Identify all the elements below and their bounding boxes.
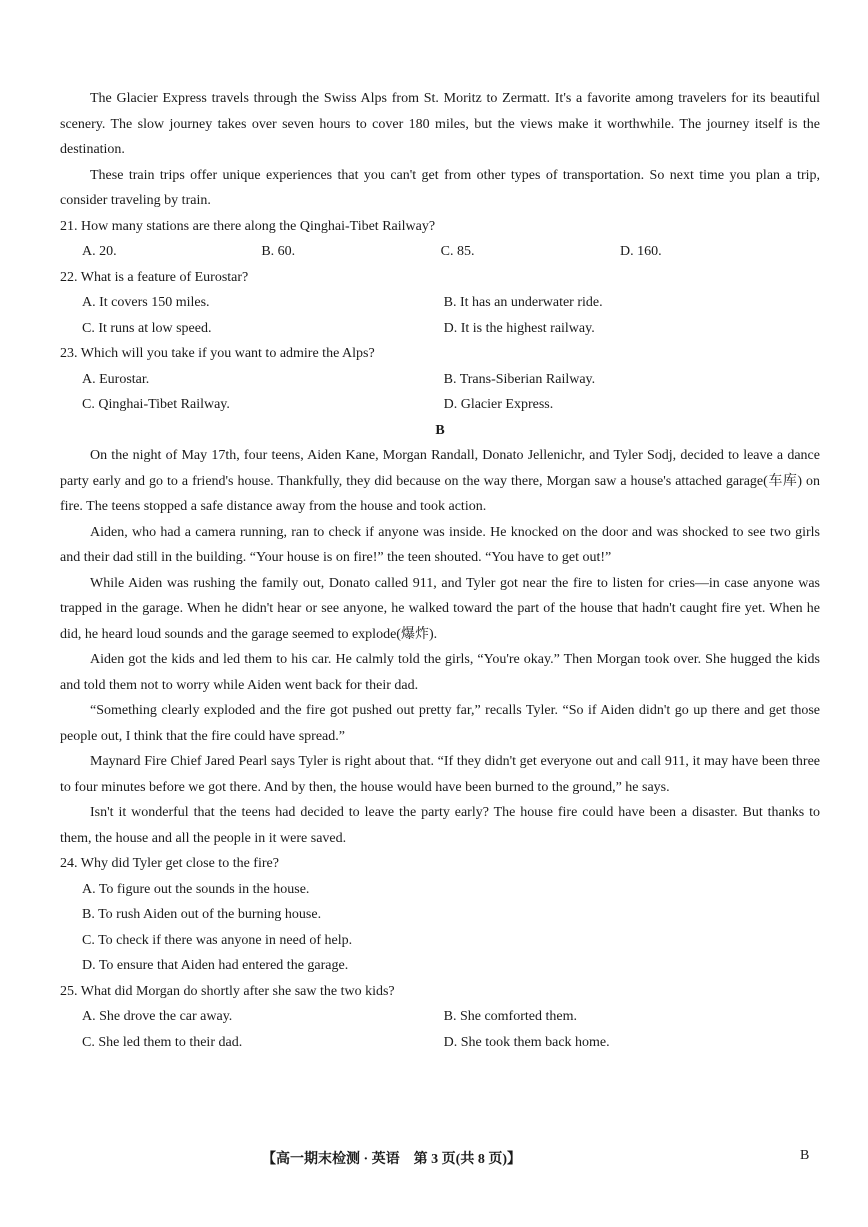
- option-c: C. She led them to their dad.: [82, 1034, 243, 1050]
- option-a: A. It covers 150 miles.: [82, 295, 210, 310]
- question-stem: 23. Which will you take if you want to admire the Alps?: [60, 346, 375, 361]
- paragraph: “Something clearly exploded and the fire got pushed out pretty far,” recalls Tyler. “So if Aiden didn't go up there and get those people out, I think that the fire could have spread.”: [60, 703, 820, 744]
- option-c: C. Qinghai-Tibet Railway.: [82, 397, 230, 412]
- question-stem: 24. Why did Tyler get close to the fire?: [60, 856, 279, 871]
- paragraph: Aiden, who had a camera running, ran to check if anyone was inside. He knocked on the door and was shocked to see two girls and their dad still in the building. “Your house is on fire!” the teen shouted. “You have to get out!”: [60, 524, 820, 565]
- option-b: B. 60.: [261, 244, 296, 259]
- paragraph: These train trips offer unique experiences that you can't get from other types of transportation. So next time you plan a trip, consider traveling by train.: [60, 167, 820, 208]
- question-23: [60, 341, 820, 418]
- option-d: D. 160.: [619, 244, 662, 259]
- option-d: D. It is the highest railway.: [443, 320, 595, 336]
- question-21: [60, 214, 820, 265]
- option-c: C. It runs at low speed.: [82, 320, 212, 336]
- question-stem: 25. What did Morgan do shortly after she saw the two kids?: [60, 983, 395, 999]
- paragraph: On the night of May 17th, four teens, Aiden Kane, Morgan Randall, Donato Jellenichr, and Tyler Sodj, decided to leave a dance party early and go to a friend's house. Thankfully, they did because on the way there, Morgan saw a house's attached garage(车库) on fire. The teens stopped a safe distance away from the house and took action.: [60, 448, 820, 514]
- option-a: A. To figure out the sounds in the house.: [82, 881, 310, 897]
- option-d: D. She took them back home.: [443, 1034, 610, 1050]
- paragraph: The Glacier Express travels through the Swiss Alps from St. Moritz to Zermatt. It's a favorite among travelers for its beautiful scenery. The slow journey takes over seven hours to cover 180 miles, but the views make it worthwhile. The journey itself is the destination.: [60, 91, 820, 157]
- paragraph: Isn't it wonderful that the teens had decided to leave the party early? The house fire could have been a disaster. But thanks to them, the house and all the people in it were saved.: [60, 805, 820, 846]
- footer-version-code: B: [800, 1148, 810, 1163]
- option-a: A. Eurostar.: [82, 371, 150, 387]
- question-stem: 22. What is a feature of Eurostar?: [60, 269, 249, 285]
- option-d: D. To ensure that Aiden had entered the garage.: [82, 958, 349, 973]
- option-b: B. To rush Aiden out of the burning house.: [82, 907, 322, 922]
- footer-page-info: 【高一期末检测 · 英语 第 3 页(共 8 页)】: [262, 1152, 521, 1167]
- paragraph: While Aiden was rushing the family out, Donato called 911, and Tyler got near the fire to listen for cries—in case anyone was trapped in the garage. When he didn't hear or see anyone, he walked toward the part of the house that hadn't caught fire yet. When he did, he heard loud sounds and the garage seemed to explode(爆炸).: [60, 575, 820, 642]
- option-c: C. 85.: [440, 244, 475, 259]
- option-b: B. It has an underwater ride.: [443, 295, 603, 310]
- option-c: C. To check if there was anyone in need of help.: [82, 932, 353, 948]
- page-content: [60, 86, 820, 1055]
- paragraph: Maynard Fire Chief Jared Pearl says Tyler is right about that. “If they didn't get everyone out and call 911, it may have been three to four minutes before we got there. And by then, the house would have been burned to the ground,” he says.: [60, 754, 820, 795]
- question-25: [60, 979, 820, 1056]
- option-a: A. She drove the car away.: [82, 1009, 233, 1024]
- option-b: B. Trans-Siberian Railway.: [443, 371, 596, 387]
- option-b: B. She comforted them.: [443, 1009, 577, 1024]
- question-24: [60, 851, 820, 979]
- section-title: B: [435, 422, 445, 438]
- paragraph: Aiden got the kids and led them to his car. He calmly told the girls, “You're okay.” Then Morgan took over. She hugged the kids and told them not to worry while Aiden went back for their dad.: [60, 652, 820, 693]
- question-stem: 21. How many stations are there along the Qinghai-Tibet Railway?: [60, 218, 436, 234]
- option-d: D. Glacier Express.: [443, 397, 554, 412]
- question-22: [60, 265, 820, 342]
- option-a: A. 20.: [82, 244, 117, 259]
